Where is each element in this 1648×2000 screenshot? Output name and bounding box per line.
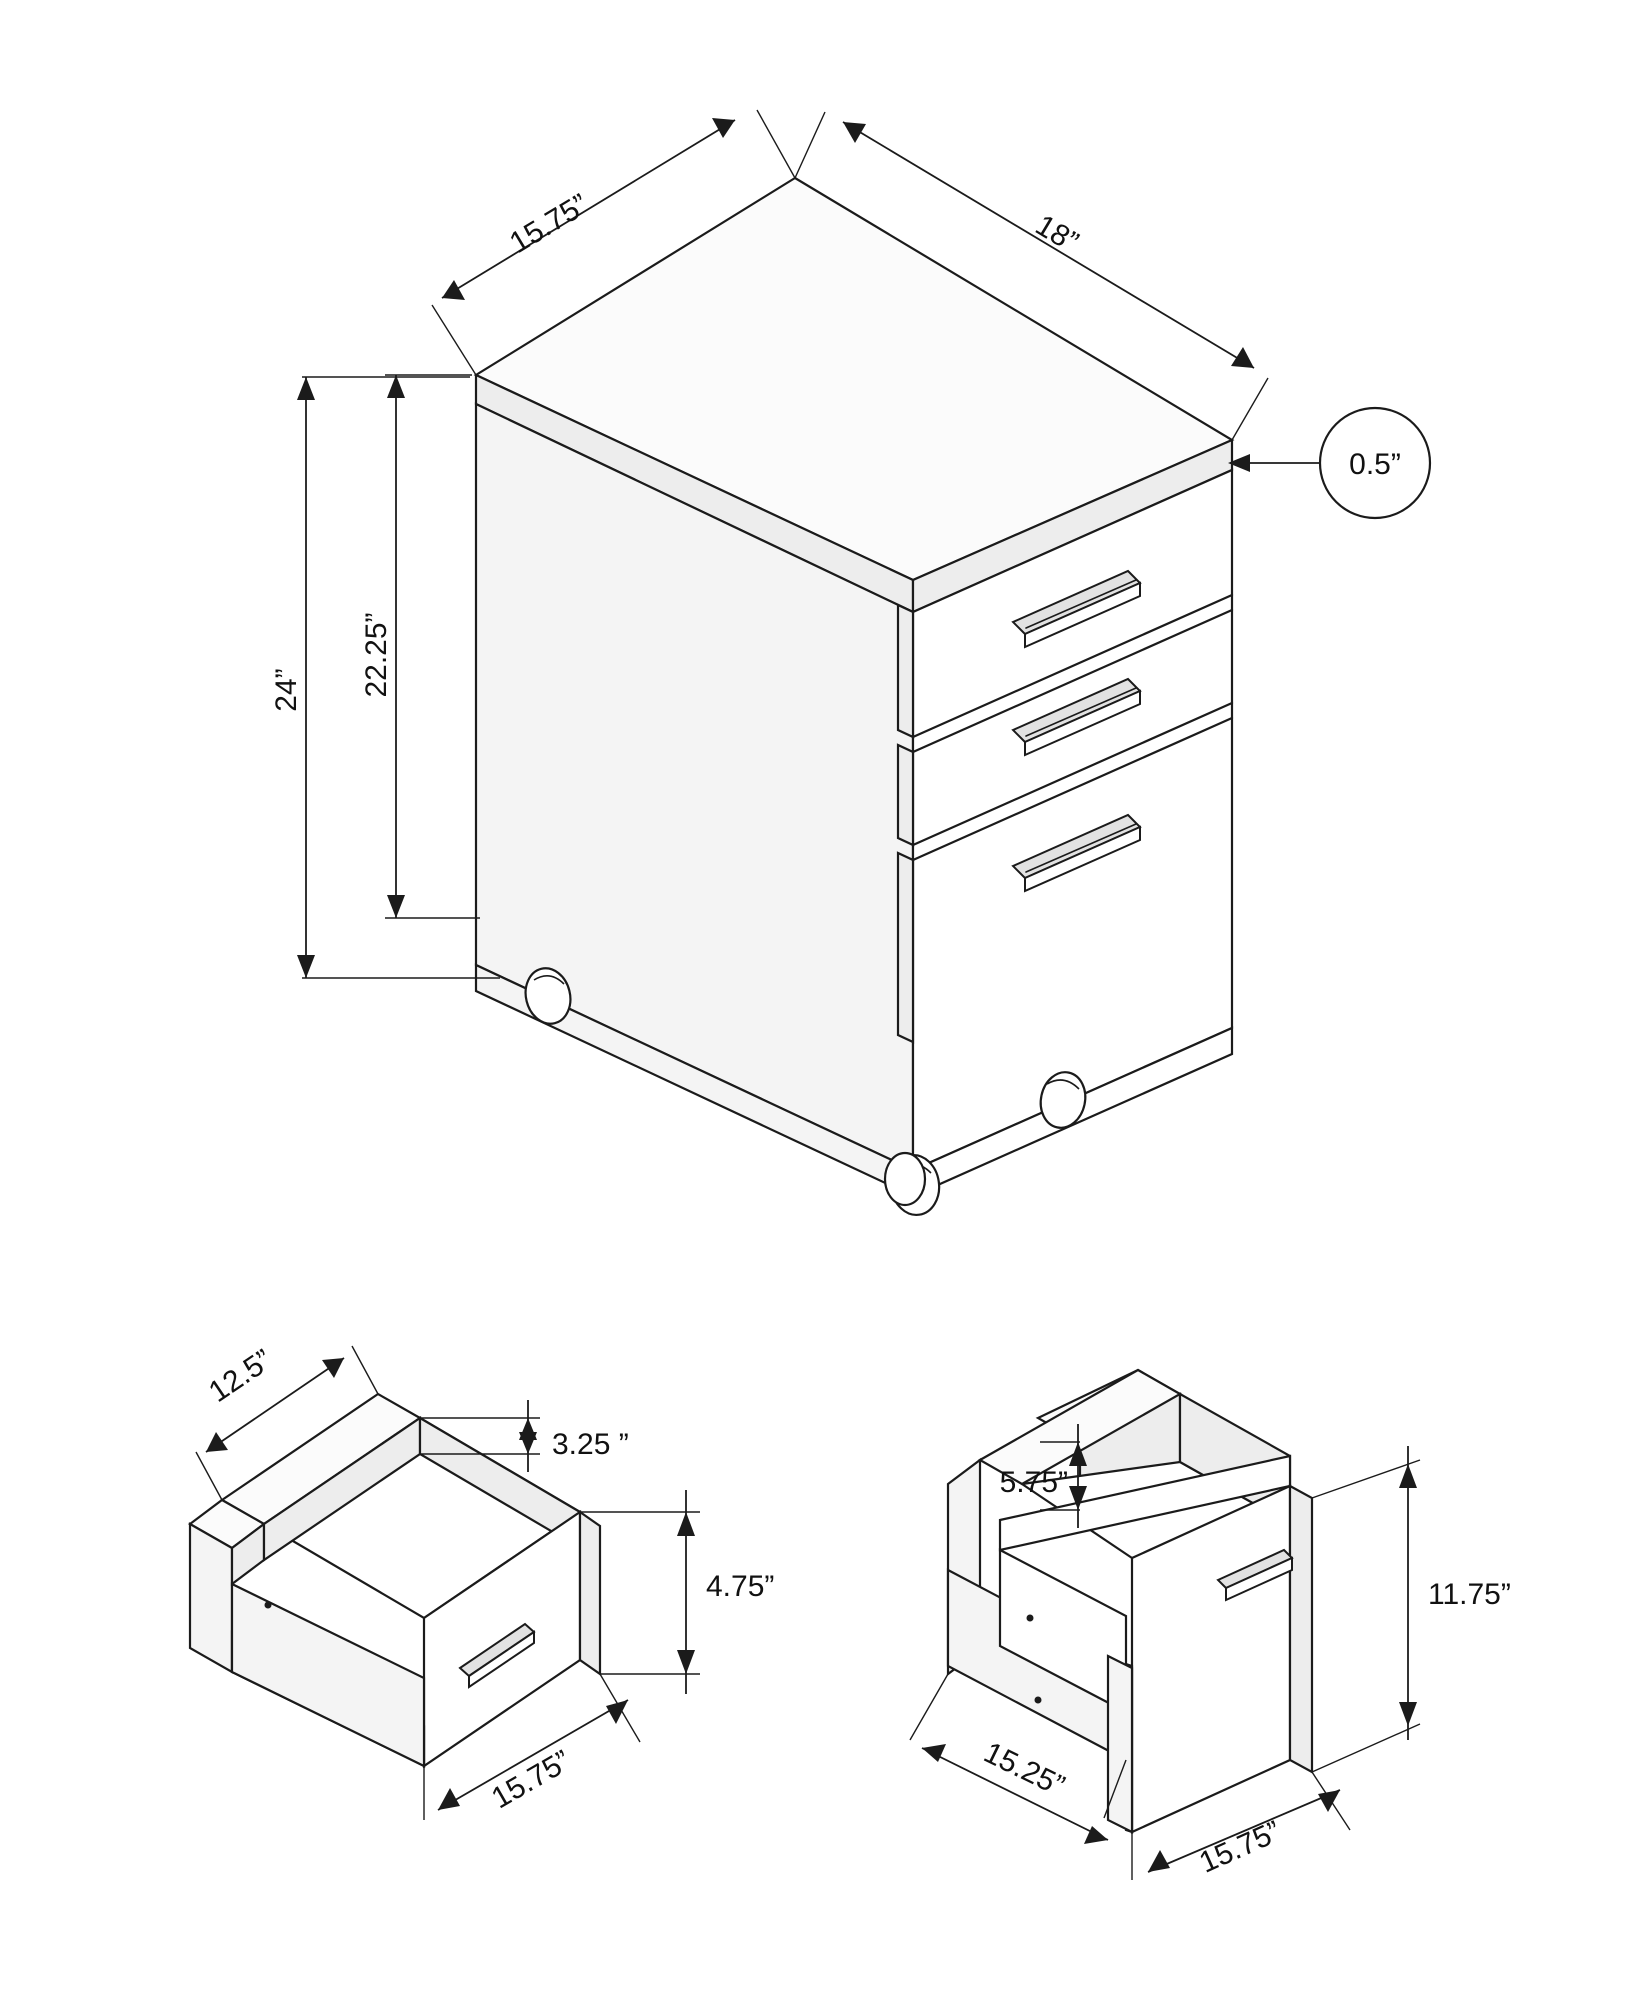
large-drawer-front-right-edge	[1290, 1486, 1312, 1772]
dim-small-drawer-interior-height-label: 3.25 ”	[552, 1428, 629, 1461]
dim-small-drawer-front-height	[580, 1490, 774, 1694]
drawer-front-return-1	[898, 605, 913, 737]
small-drawer-screw-dot	[265, 1602, 272, 1609]
drawer-front-return-2	[898, 745, 913, 845]
dim-cabinet-width-label: 18”	[1029, 208, 1084, 260]
large-drawer-screw-dot-2	[1035, 1697, 1042, 1704]
dim-cabinet-body-height-label: 22.25”	[360, 612, 393, 698]
small-drawer-right-edge	[580, 1512, 600, 1674]
drawer-front-return-3	[898, 853, 913, 1042]
large-drawer-front-return-wall	[1108, 1656, 1132, 1832]
small-drawer-left-side	[190, 1524, 232, 1672]
dim-small-drawer-interior-width-label: 12.5”	[203, 1343, 279, 1409]
dim-cabinet-body-height	[360, 375, 480, 918]
dim-large-drawer-front-height	[1312, 1446, 1511, 1772]
large-drawer-screw-dot-1	[1027, 1615, 1034, 1622]
dim-large-drawer-box-width-label: 15.25”	[978, 1735, 1070, 1803]
dim-small-drawer-front-width-label: 15.75”	[486, 1744, 577, 1816]
dim-cabinet-depth-label: 15.75”	[504, 187, 595, 260]
dim-large-drawer-interior-height-label: 5.75”	[999, 1466, 1068, 1499]
large-drawer-view	[910, 1370, 1511, 1880]
dim-large-drawer-front-height-label: 11.75”	[1428, 1578, 1511, 1611]
main-cabinet-view	[270, 110, 1430, 1218]
caster-bottom-front	[885, 1153, 925, 1205]
dim-cabinet-thickness	[1228, 408, 1430, 518]
small-drawer-view	[190, 1343, 774, 1820]
dim-large-drawer-front-width-label: 15.75”	[1194, 1814, 1286, 1880]
dim-cabinet-thickness-label: 0.5”	[1349, 448, 1401, 481]
dim-small-drawer-front-height-label: 4.75”	[706, 1570, 775, 1603]
dim-cabinet-total-height-label: 24”	[270, 668, 303, 712]
small-drawer-front-side-wall	[232, 1584, 424, 1766]
